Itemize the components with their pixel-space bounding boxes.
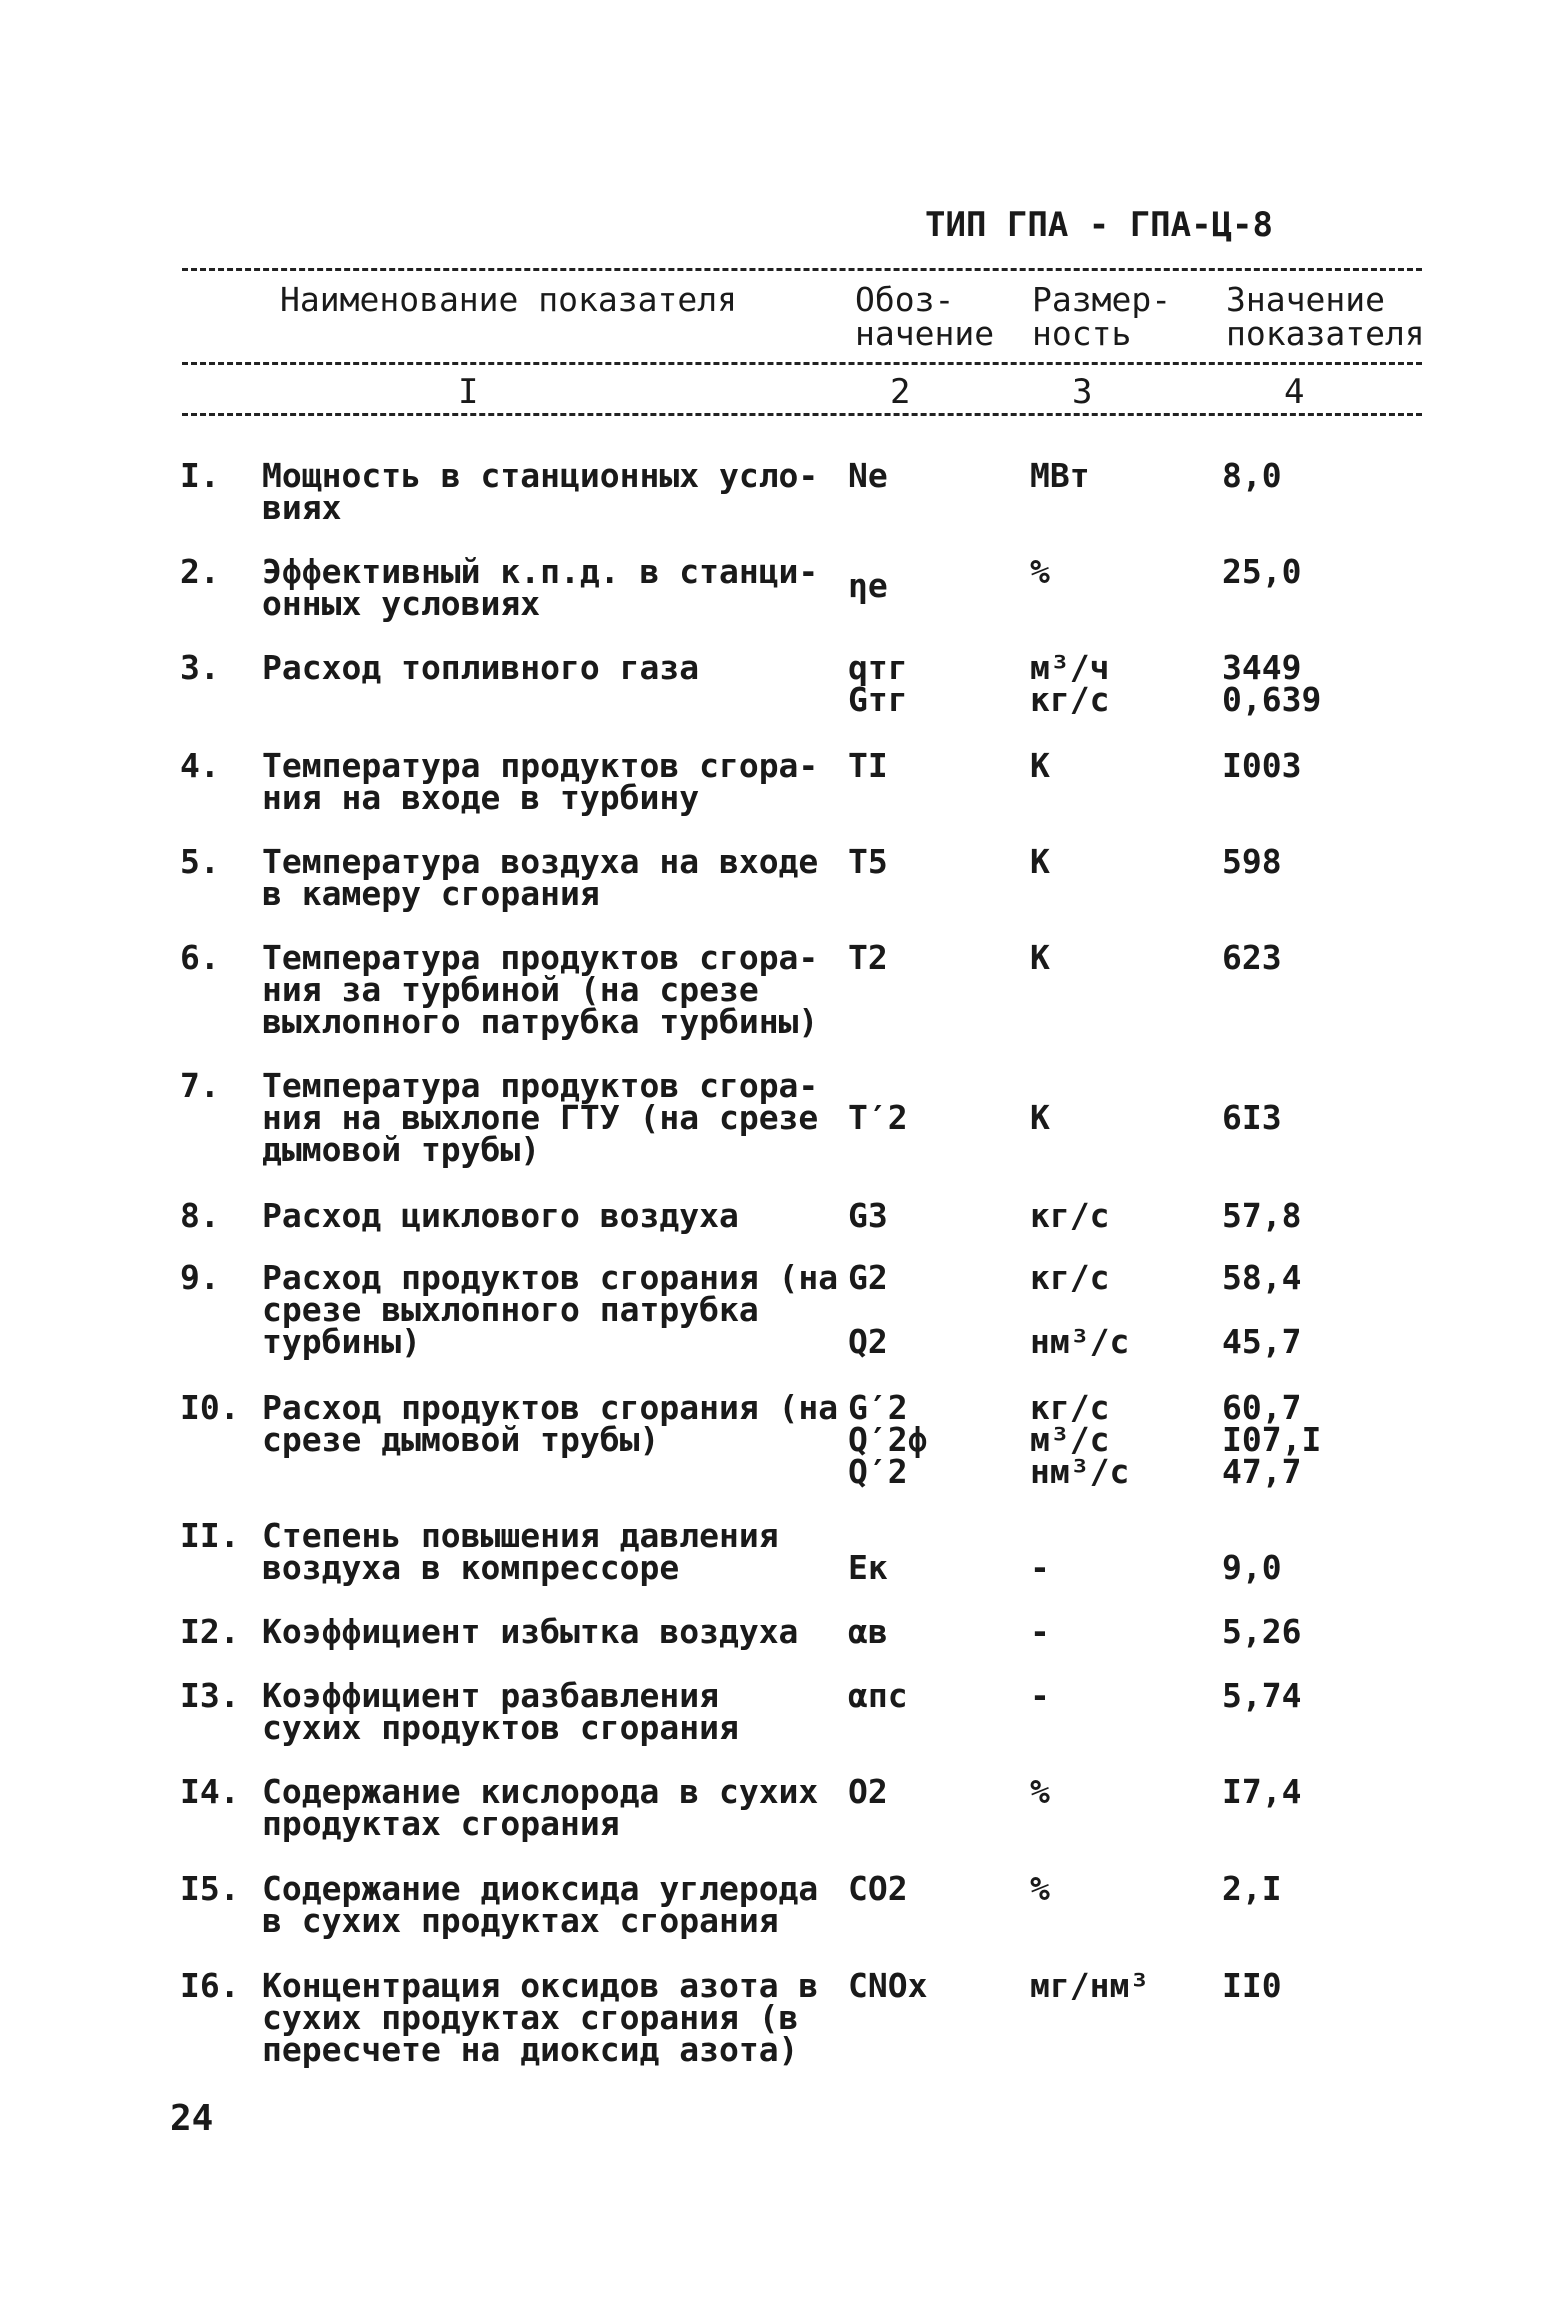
- row-name: Содержание диоксида углерода в сухих продуктах сгорания: [262, 1869, 819, 1940]
- row-number: I6.: [180, 1966, 240, 2005]
- row-name: Коэффициент разбавления сухих продуктов сгорания: [262, 1676, 739, 1747]
- row-number: 2.: [180, 552, 220, 591]
- row-number: 9.: [180, 1258, 220, 1297]
- column-number-3: 3: [1072, 372, 1093, 412]
- row-value: 25,0: [1222, 552, 1302, 591]
- header-name: Наименование показателя: [280, 280, 737, 319]
- header-symbol: Обоз- начение: [855, 280, 995, 353]
- row-unit: кг/с нм³/с: [1030, 1258, 1130, 1361]
- header-unit: Размер- ность: [1032, 280, 1172, 353]
- row-unit: -: [1030, 1548, 1050, 1587]
- row-symbol: qтг Gтг: [848, 648, 908, 719]
- table-top-rule: [182, 268, 1422, 271]
- row-name: Степень повышения давления воздуха в компрессоре: [262, 1516, 779, 1587]
- row-name: Концентрация оксидов азота в сухих продуктах сгорания (в пересчете на диоксид азота): [262, 1966, 819, 2069]
- row-symbol: O2: [848, 1772, 888, 1811]
- row-symbol: αпс: [848, 1676, 908, 1715]
- row-symbol: Eк: [848, 1548, 888, 1587]
- row-number: 4.: [180, 746, 220, 785]
- row-unit: К: [1030, 746, 1050, 785]
- row-unit: кг/с: [1030, 1196, 1110, 1235]
- column-number-1: I: [458, 372, 479, 412]
- row-unit: м³/ч кг/с: [1030, 648, 1110, 719]
- row-value: II0: [1222, 1966, 1282, 2005]
- row-name: Мощность в станционных усло- виях: [262, 456, 819, 527]
- row-value: 8,0: [1222, 456, 1282, 495]
- column-number-2: 2: [890, 372, 911, 412]
- gpa-type-title: ТИП ГПА - ГПА-Ц-8: [925, 205, 1273, 245]
- row-name: Температура продуктов сгора- ния на выхлопе ГТУ (на срезе дымовой трубы): [262, 1066, 819, 1169]
- row-name: Коэффициент избытка воздуха: [262, 1612, 799, 1651]
- row-symbol: TI: [848, 746, 888, 785]
- row-value: 2,I: [1222, 1869, 1282, 1908]
- row-number: 5.: [180, 842, 220, 881]
- row-symbol: G2 Q2: [848, 1258, 888, 1361]
- row-name: Расход топливного газа: [262, 648, 700, 687]
- row-number: I2.: [180, 1612, 240, 1651]
- row-value: 5,74: [1222, 1676, 1302, 1715]
- row-unit: мг/нм³: [1030, 1966, 1150, 2005]
- row-number: 3.: [180, 648, 220, 687]
- column-number-4: 4: [1284, 372, 1305, 412]
- row-symbol: T5: [848, 842, 888, 881]
- row-symbol: T′2: [848, 1098, 908, 1137]
- row-name: Расход продуктов сгорания (на срезе выхлопного патрубка турбины): [262, 1258, 839, 1361]
- row-unit: -: [1030, 1676, 1050, 1715]
- row-symbol: αв: [848, 1612, 888, 1651]
- row-name: Температура воздуха на входе в камеру сгорания: [262, 842, 819, 913]
- row-name: Расход продуктов сгорания (на срезе дымовой трубы): [262, 1388, 839, 1459]
- row-value: 623: [1222, 938, 1282, 977]
- row-symbol: ηe: [848, 566, 888, 605]
- row-value: 60,7 I07,I 47,7: [1222, 1388, 1322, 1491]
- row-value: 598: [1222, 842, 1282, 881]
- row-unit: кг/с м³/с нм³/с: [1030, 1388, 1130, 1491]
- row-unit: К: [1030, 938, 1050, 977]
- column-numbers-rule: [182, 413, 1422, 416]
- row-value: 5,26: [1222, 1612, 1302, 1651]
- row-value: 57,8: [1222, 1196, 1302, 1235]
- row-unit: МВт: [1030, 456, 1090, 495]
- row-value: 9,0: [1222, 1548, 1282, 1587]
- header-bottom-rule: [182, 362, 1422, 365]
- page-number: 24: [170, 2098, 214, 2139]
- row-number: I.: [180, 456, 220, 495]
- row-symbol: Ne: [848, 456, 888, 495]
- row-name: Температура продуктов сгора- ния на входе в турбину: [262, 746, 819, 817]
- row-symbol: G′2 Q′2ф Q′2: [848, 1388, 928, 1491]
- row-symbol: T2: [848, 938, 888, 977]
- header-value: Значение показателя: [1226, 280, 1425, 353]
- row-number: 8.: [180, 1196, 220, 1235]
- row-name: Температура продуктов сгора- ния за турбиной (на срезе выхлопного патрубка турбины): [262, 938, 819, 1041]
- row-number: 6.: [180, 938, 220, 977]
- row-name: Содержание кислорода в сухих продуктах сгорания: [262, 1772, 819, 1843]
- row-number: I3.: [180, 1676, 240, 1715]
- row-value: 58,4 45,7: [1222, 1258, 1302, 1361]
- row-unit: %: [1030, 552, 1050, 591]
- row-number: 7.: [180, 1066, 220, 1105]
- row-number: II.: [180, 1516, 240, 1555]
- row-unit: %: [1030, 1869, 1050, 1908]
- row-unit: К: [1030, 1098, 1050, 1137]
- row-name: Эффективный к.п.д. в станци- онных условиях: [262, 552, 819, 623]
- row-value: 6I3: [1222, 1098, 1282, 1137]
- row-unit: %: [1030, 1772, 1050, 1811]
- row-symbol: CNOx: [848, 1966, 928, 2005]
- row-unit: К: [1030, 842, 1050, 881]
- row-name: Расход циклового воздуха: [262, 1196, 739, 1235]
- row-number: I5.: [180, 1869, 240, 1908]
- row-value: I7,4: [1222, 1772, 1302, 1811]
- row-number: I4.: [180, 1772, 240, 1811]
- row-value: I003: [1222, 746, 1302, 785]
- row-symbol: G3: [848, 1196, 888, 1235]
- row-symbol: CO2: [848, 1869, 908, 1908]
- row-unit: -: [1030, 1612, 1050, 1651]
- row-value: 3449 0,639: [1222, 648, 1322, 719]
- row-number: I0.: [180, 1388, 240, 1427]
